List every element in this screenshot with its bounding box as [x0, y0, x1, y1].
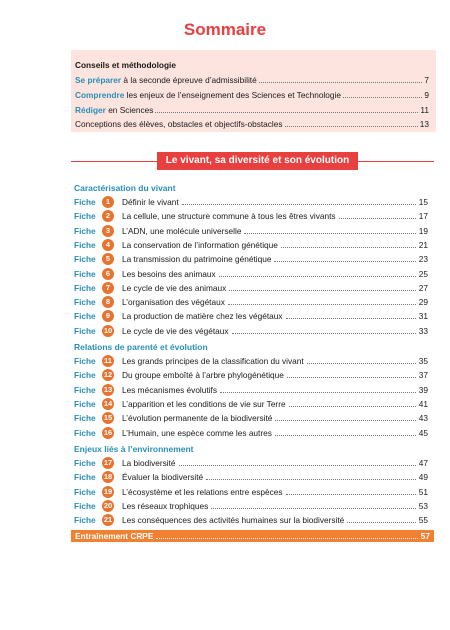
fiche-row[interactable] [74, 210, 428, 222]
leader-dots [211, 507, 416, 509]
leader-dots [232, 332, 416, 334]
fiche-row[interactable] [74, 398, 428, 410]
fiche-title: L’organisation des végétaux [122, 297, 225, 308]
fiche-number-badge: 6 [102, 268, 114, 280]
leader-dots [275, 434, 416, 436]
leader-dots [281, 246, 416, 248]
leader-dots [244, 232, 415, 234]
fiche-title: Le cycle de vie des animaux [122, 282, 227, 293]
fiche-row[interactable] [74, 225, 428, 237]
leader-dots [289, 405, 416, 407]
page-number: 57 [420, 531, 430, 541]
fiche-number-badge: 8 [102, 296, 114, 308]
fiche-row[interactable] [74, 296, 428, 308]
toc-row[interactable] [75, 119, 429, 129]
section-title: Relations de parenté et évolution [74, 342, 208, 352]
fiche-row[interactable] [74, 325, 428, 337]
page-number: 21 [418, 239, 428, 250]
fiche-label: Fiche [74, 472, 96, 483]
fiche-row[interactable] [74, 427, 428, 439]
page-title: Sommaire [183, 20, 267, 39]
leader-dots [156, 537, 417, 539]
fiche-title: Les mécanismes évolutifs [122, 384, 217, 395]
fiche-number-badge: 9 [102, 310, 114, 322]
section-title: Caractérisation du vivant [74, 183, 176, 193]
page-number: 13 [419, 119, 429, 129]
fiche-number-badge: 20 [103, 500, 113, 510]
leader-dots [307, 362, 416, 364]
leader-dots [155, 111, 418, 113]
fiche-row[interactable] [74, 412, 428, 424]
fiche-row[interactable] [74, 514, 428, 526]
fiche-number-badge: 4 [102, 239, 114, 251]
fiche-title: L’ADN, une molécule universelle [122, 225, 242, 236]
leader-dots [228, 303, 416, 305]
fiche-number-badge: 21 [103, 515, 113, 525]
fiche-label: Fiche [74, 500, 96, 511]
entrainement-row[interactable] [71, 530, 434, 542]
fiche-title: La conservation de l’information génétique [122, 239, 278, 250]
toc-row-text: Conceptions des élèves, obstacles et objectifs-obstacles [75, 119, 283, 129]
fiche-label: Fiche [74, 413, 96, 424]
fiche-title: L’Humain, une espèce comme les autres [122, 427, 272, 438]
fiche-label: Fiche [74, 370, 96, 381]
fiche-number-badge: 7 [102, 282, 114, 294]
leader-dots [347, 521, 415, 523]
page-number: 51 [418, 486, 428, 497]
page-number: 47 [418, 458, 428, 468]
fiche-label: Fiche [74, 282, 96, 293]
leader-dots [285, 125, 418, 127]
toc-row-keyword: Comprendre [75, 90, 125, 100]
toc-row-text: à la seconde épreuve d’admissibilité [121, 75, 257, 85]
fiche-row[interactable] [74, 500, 428, 512]
leader-dots [275, 419, 415, 421]
page-number: 45 [418, 427, 428, 438]
page-number: 29 [418, 297, 428, 308]
fiche-number-badge: 11 [102, 355, 114, 367]
fiche-title: La production de matière chez les végétaux [122, 311, 283, 322]
chapter-banner: Le vivant, sa diversité et son évolution [157, 152, 358, 170]
leader-dots [339, 217, 416, 219]
page-number: 35 [418, 356, 428, 366]
fiche-number-badge: 1 [102, 196, 114, 208]
toc-row-text: les enjeux de l’enseignement des Sciences et Technologie [124, 90, 341, 100]
fiche-title: La transmission du patrimoine génétique [122, 254, 272, 265]
page-number: 15 [418, 197, 428, 207]
entrainement-label: Entraînement CRPE [75, 531, 154, 541]
toc-row-keyword: Se préparer [75, 75, 122, 85]
fiche-row[interactable] [74, 486, 428, 498]
fiche-number-badge: 10 [103, 325, 113, 335]
page-number: 53 [418, 500, 428, 511]
fiche-number-badge: 12 [103, 370, 113, 380]
fiche-number-badge: 15 [103, 413, 113, 423]
fiche-row[interactable] [74, 355, 428, 367]
fiche-label: Fiche [74, 398, 96, 409]
fiche-row[interactable] [74, 282, 428, 294]
fiche-label: Fiche [74, 211, 96, 222]
fiche-label: Fiche [74, 268, 96, 279]
fiche-title: L’évolution permanente de la biodiversité [122, 413, 273, 424]
leader-dots [343, 96, 422, 98]
page-number: 37 [418, 370, 428, 381]
leader-dots [229, 289, 416, 291]
fiche-number-badge: 18 [103, 472, 113, 482]
fiche-title: La cellule, une structure commune à tous les êtres vivants [122, 211, 336, 222]
fiche-title: Les conséquences des activités humaines sur la biodiversité [122, 515, 345, 526]
fiche-label: Fiche [74, 225, 96, 236]
page-number: 31 [418, 311, 428, 322]
leader-dots [179, 464, 416, 466]
leader-dots [274, 260, 415, 262]
fiche-label: Fiche [74, 486, 96, 497]
methodology-heading: Conseils et méthodologie [75, 60, 176, 70]
leader-dots [286, 317, 416, 319]
section-title: Enjeux liés à l’environnement [74, 444, 194, 454]
banner-rule-left [71, 161, 157, 162]
fiche-label: Fiche [74, 356, 96, 366]
fiche-title: Les réseaux trophiques [122, 500, 209, 511]
fiche-label: Fiche [74, 515, 96, 526]
fiche-row[interactable] [74, 310, 428, 322]
leader-dots [287, 376, 416, 378]
fiche-title: L’apparition et les conditions de vie sur Terre [122, 398, 286, 409]
fiche-label: Fiche [74, 254, 96, 265]
leader-dots [286, 493, 416, 495]
toc-row[interactable] [75, 90, 429, 100]
methodology-box [71, 50, 436, 132]
fiche-number-badge: 3 [102, 225, 114, 237]
fiche-number-badge: 13 [103, 384, 113, 394]
fiche-title: Les besoins des animaux [122, 268, 216, 279]
fiche-title: Le cycle de vie des végétaux [122, 325, 229, 336]
leader-dots [206, 478, 416, 480]
fiche-label: Fiche [74, 458, 96, 468]
leader-dots [219, 275, 416, 277]
page-number: 39 [418, 384, 428, 395]
fiche-row[interactable] [74, 471, 428, 483]
fiche-title: Les grands principes de la classification du vivant [122, 356, 304, 366]
fiche-number-badge: 2 [102, 210, 114, 222]
fiche-label: Fiche [74, 297, 96, 308]
page-number: 49 [418, 472, 428, 483]
fiche-row[interactable] [74, 457, 428, 469]
page-number: 23 [418, 254, 428, 265]
leader-dots [259, 81, 423, 83]
fiche-label: Fiche [74, 311, 96, 322]
page-number: 55 [418, 515, 428, 526]
fiche-number-badge: 19 [103, 486, 113, 496]
fiche-row[interactable] [74, 239, 428, 251]
fiche-title: Évaluer la biodiversité [122, 472, 204, 483]
leader-dots [182, 203, 416, 205]
fiche-row[interactable] [74, 253, 428, 265]
page-number: 25 [418, 268, 428, 279]
toc-row-keyword: Rédiger [75, 105, 106, 115]
page-number: 43 [418, 413, 428, 424]
fiche-label: Fiche [74, 384, 96, 395]
fiche-title: La biodiversité [122, 458, 176, 468]
toc-row[interactable] [75, 105, 429, 115]
fiche-number-badge: 5 [102, 253, 114, 265]
page-number: 27 [418, 282, 428, 293]
fiche-row[interactable] [74, 196, 428, 208]
page-number: 41 [418, 398, 428, 409]
fiche-title: Du groupe emboîté à l’arbre phylogénétique [122, 370, 284, 381]
toc-row[interactable] [75, 75, 429, 85]
fiche-number-badge: 16 [103, 427, 113, 437]
banner-rule-right [358, 161, 434, 162]
page-number: 9 [424, 90, 429, 100]
fiche-row[interactable] [74, 369, 428, 381]
fiche-title: Définir le vivant [122, 197, 179, 207]
page-number: 17 [418, 211, 428, 222]
fiche-number-badge: 17 [103, 458, 113, 467]
fiche-row[interactable] [74, 384, 428, 396]
fiche-number-badge: 14 [103, 398, 113, 408]
leader-dots [220, 391, 416, 393]
fiche-title: L’écosystème et les relations entre espèces [122, 486, 283, 497]
page-number: 7 [424, 75, 429, 85]
fiche-label: Fiche [74, 325, 96, 336]
page-number: 19 [418, 225, 428, 236]
page-number: 33 [418, 325, 428, 336]
page-number: 11 [420, 105, 429, 115]
fiche-label: Fiche [74, 427, 96, 438]
fiche-row[interactable] [74, 268, 428, 280]
fiche-label: Fiche [74, 197, 96, 207]
toc-row-text: en Sciences [105, 105, 154, 115]
fiche-label: Fiche [74, 239, 96, 250]
